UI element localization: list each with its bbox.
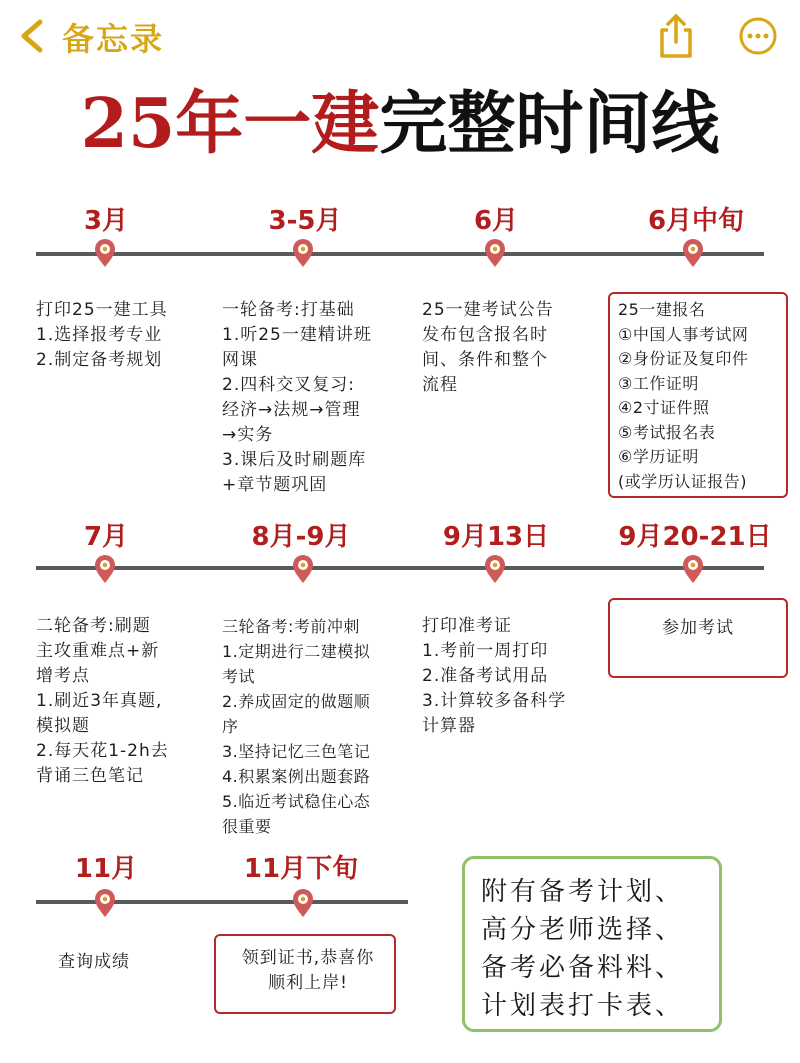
- date-label: 8月-9月: [251, 522, 351, 552]
- timeline-axis: [36, 566, 764, 570]
- milestone-text: 三轮备考:考前冲刺 1.定期进行二建模拟 考试 2.养成固定的做题顺 序 3.坚持记忆三色笔记 4.积累案例出题套路 5.临近考试稳住心态 很重要: [222, 617, 371, 836]
- back-button-label[interactable]: 备忘录: [62, 20, 165, 58]
- location-pin-icon: [682, 554, 704, 584]
- milestone-text: 打印准考证 1.考前一周打印 2.准备考试用品 3.计算较多备科学 计算器: [422, 616, 567, 736]
- timeline-axis: [36, 252, 764, 256]
- date-label: 3月: [83, 206, 129, 236]
- date-label: 9月13日: [442, 522, 550, 552]
- note-line: 附有备考计划、: [481, 877, 685, 907]
- date-label: 11月下旬: [243, 854, 359, 884]
- location-pin-icon: [94, 888, 116, 918]
- milestone-text: 打印25一建工具 1.选择报考专业 2.制定备考规划: [36, 300, 168, 370]
- note-line: 高分老师选择、: [481, 915, 685, 945]
- date-label: 6月: [473, 206, 519, 236]
- date-label: 6月中旬: [647, 206, 745, 236]
- location-pin-icon: [484, 238, 506, 268]
- milestone-text: 一轮备考:打基础 1.听25一建精讲班 网课 2.四科交叉复习: 经济→法规→管理 →实务 3.课后及时刷题库 +章节题巩固: [222, 300, 372, 495]
- location-pin-icon: [94, 554, 116, 584]
- registration-box: [608, 292, 788, 498]
- date-label: 3-5月: [268, 206, 342, 236]
- date-label: 11月: [74, 854, 138, 884]
- location-pin-icon: [292, 238, 314, 268]
- location-pin-icon: [292, 888, 314, 918]
- more-icon[interactable]: [738, 16, 778, 56]
- note-line: 计划表打卡表、: [481, 991, 685, 1021]
- page-title: [0, 84, 800, 164]
- milestone-text: 25一建考试公告 发布包含报名时 间、条件和整个 流程: [422, 300, 554, 395]
- milestone-text: 25一建报名 ①中国人事考试网 ②身份证及复印件 ③工作证明 ④2寸证件照 ⑤考试报名表 ⑥学历证明 (或学历认证报告): [618, 300, 749, 491]
- bonus-note: [462, 856, 722, 1032]
- milestone-text: 查询成绩: [58, 952, 130, 972]
- note-line: 备考必备料料、: [481, 953, 685, 983]
- location-pin-icon: [292, 554, 314, 584]
- timeline-axis: [36, 900, 408, 904]
- certificate-box: [214, 934, 396, 1014]
- exam-box: [608, 598, 788, 678]
- milestone-text: 领到证书,恭喜你 顺利上岸!: [241, 948, 375, 993]
- share-icon[interactable]: [654, 12, 698, 60]
- chevron-left-icon[interactable]: [14, 16, 50, 56]
- location-pin-icon: [94, 238, 116, 268]
- date-label: 9月20-21日: [618, 522, 772, 552]
- title-black-part: 完整时间线: [379, 84, 720, 164]
- location-pin-icon: [682, 238, 704, 268]
- title-red-part: 25年一建: [80, 84, 380, 164]
- location-pin-icon: [484, 554, 506, 584]
- milestone-text: 参加考试: [662, 618, 734, 638]
- date-label: 7月: [83, 522, 129, 552]
- milestone-text: 二轮备考:刷题 主攻重难点+新 增考点 1.刷近3年真题, 模拟题 2.每天花1-2h去 背诵三色笔记: [36, 616, 169, 786]
